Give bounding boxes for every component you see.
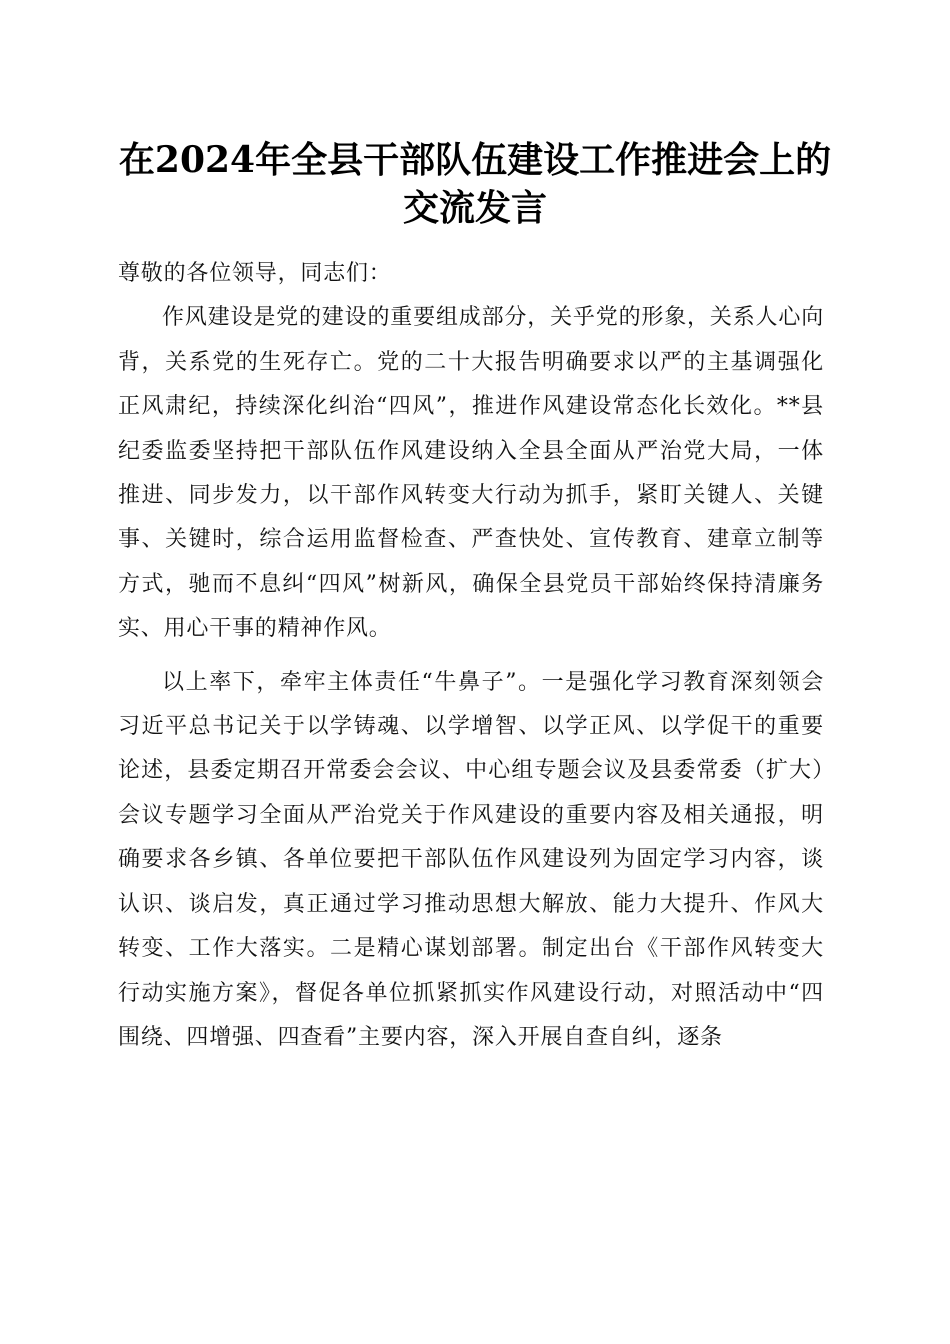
salutation: 尊敬的各位领导，同志们： xyxy=(118,261,392,286)
document-title-line-1: 在2024年全县干部队伍建设工作推进会上的 xyxy=(118,139,832,181)
paragraph-2: 以上率下，牵牢主体责任“牛鼻子”。一是强化学习教育深刻领会习近平总书记关于以学铸魂、以学增智、以学正风、以学促干的重要论述，县委定期召开常委会会议、中心组专题会议及县委常委（扩大）会议专题学习全面从严治党关于作风建设的重要内容及相关通报，明确要求各乡镇、各单位要把干部队伍作风建设列为固定学习内容，谈认识、谈启发，真正通过学习推动思想大解放、能力大提升、作风大转变、工作大落实。二是精心谋划部署。制定出台《干部作风转变大行动实施方案》，督促各单位抓紧抓实作风建设行动，对照活动中“四围绕、四增强、四查看”主要内容，深入开展自查自纠，逐条 xyxy=(118,669,824,1050)
paragraph-1: 作风建设是党的建设的重要组成部分，关乎党的形象，关系人心向背，关系党的生死存亡。党的二十大报告明确要求以严的主基调强化正风肃纪，持续深化纠治“四风”，推进作风建设常态化长效化。**县纪委监委坚持把干部队伍作风建设纳入全县全面从严治党大局，一体推进、同步发力，以干部作风转变大行动为抓手，紧盯关键人、关键事、关键时，综合运用监督检查、严查快处、宣传教育、建章立制等方式，驰而不息纠“四风”树新风，确保全县党员干部始终保持清廉务实、用心干事的精神作风。 xyxy=(118,305,824,642)
document-title-line-2: 交流发言 xyxy=(402,187,547,229)
document-body xyxy=(118,252,824,1060)
